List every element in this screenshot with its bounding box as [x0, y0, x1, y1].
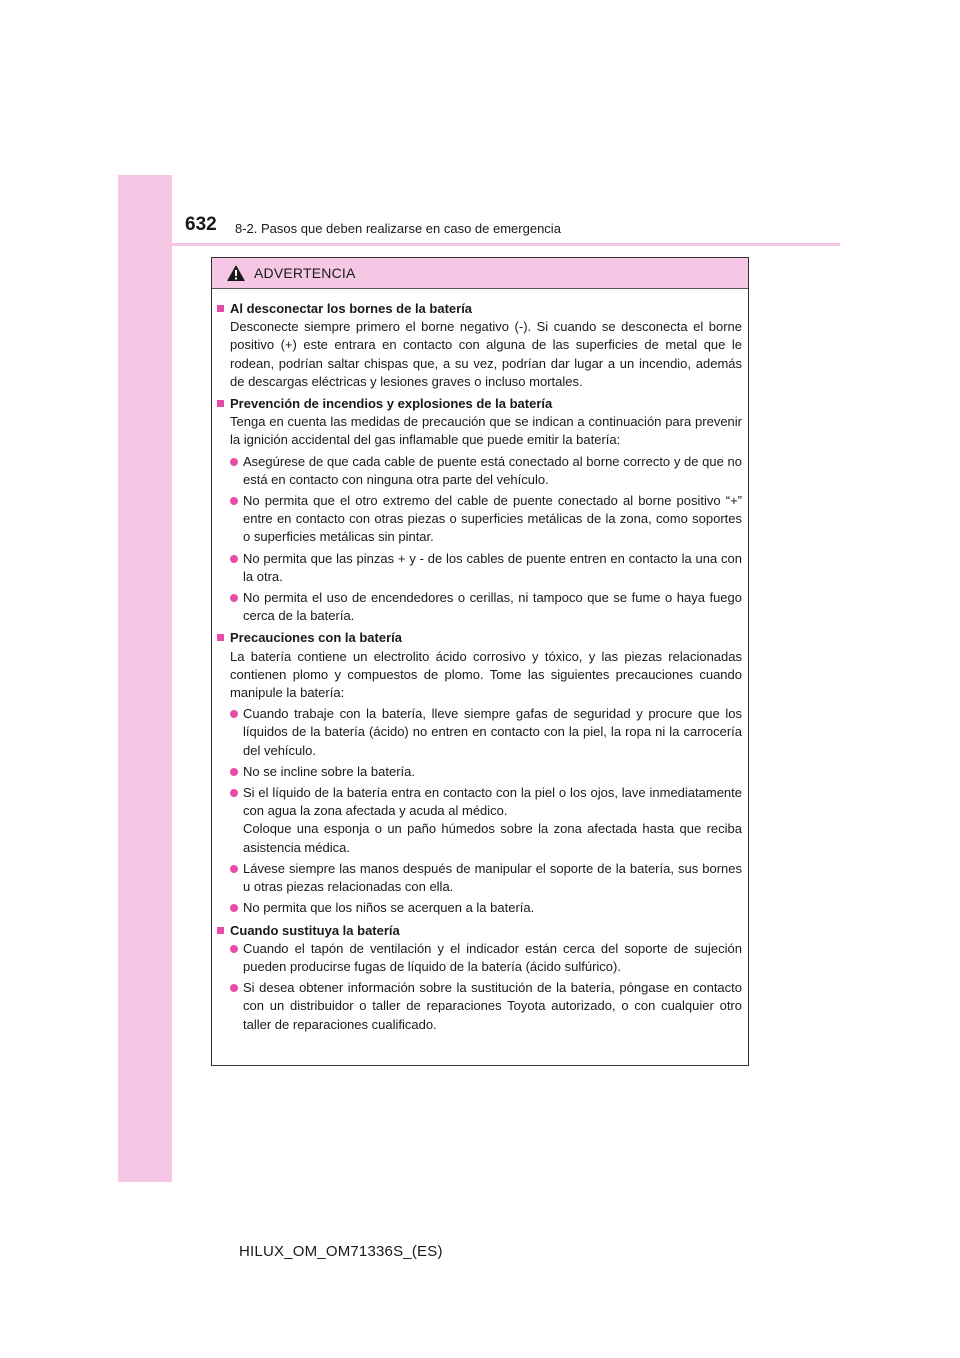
bullet-item [230, 784, 742, 857]
round-bullet-icon [230, 984, 238, 992]
bullet-text: Lávese siempre las manos después de manipular el soporte de la batería, sus bornes u otras piezas relacionadas con ella. [243, 860, 742, 895]
section-title: 8-2. Pasos que deben realizarse en caso de emergencia [235, 221, 561, 236]
square-bullet-icon [217, 305, 224, 312]
section-heading [217, 922, 742, 940]
bullet-text: No permita el uso de encendedores o cerillas, ni tampoco que se fume o haya fuego cerca de la batería. [243, 590, 742, 624]
bullet-item [230, 860, 742, 896]
bullet-item [230, 705, 742, 760]
page-number: 632 [185, 214, 217, 235]
side-color-band [118, 175, 172, 1182]
square-bullet-icon [217, 927, 224, 934]
round-bullet-icon [230, 768, 238, 776]
manual-code: HILUX_OM_OM71336S_(ES) [239, 1243, 443, 1260]
round-bullet-icon [230, 594, 238, 602]
warning-body [212, 289, 748, 1034]
bullet-item [230, 763, 742, 781]
round-bullet-icon [230, 497, 238, 505]
header-divider [172, 243, 840, 246]
section-heading [217, 300, 742, 318]
bullet-text: No permita que las pinzas + y - de los cables de puente entren en contacto la una con la otra. [243, 550, 742, 584]
section-heading [217, 395, 742, 413]
section-paragraph: La batería contiene un electrolito ácido corrosivo y tóxico, y las piezas relacionadas contienen plomo y compuestos de plomo. Tome las siguientes precauciones cuando manipule la batería: [230, 648, 742, 701]
bullet-item [230, 940, 742, 976]
section-heading [217, 629, 742, 647]
warning-section [217, 922, 742, 1034]
round-bullet-icon [230, 789, 238, 797]
bullet-item [230, 453, 742, 489]
section-heading-text: Al desconectar los bornes de la batería [230, 301, 473, 316]
square-bullet-icon [217, 634, 224, 641]
warning-section [217, 629, 742, 917]
section-heading-text: Precauciones con la batería [230, 630, 402, 646]
section-heading-text: Prevención de incendios y explosiones de la batería [230, 396, 553, 412]
bullet-text: Cuando trabaje con la batería, lleve siempre gafas de seguridad y procure que los líquidos de la batería (ácido) no entren en contacto con la piel, la ropa ni la carrocería del vehículo. [243, 706, 742, 758]
round-bullet-icon [230, 458, 238, 466]
warning-section [217, 300, 742, 391]
round-bullet-icon [230, 904, 238, 912]
bullet-text: Cuando el tapón de ventilación y el indicador están cerca del soporte de sujeción pueden producirse fugas de líquido de la batería (ácido sulfúrico). [243, 940, 742, 974]
section-paragraph: Desconecte siempre primero el borne negativo (-). Si cuando se desconecta el borne positivo (+) este entrara en contacto con alguna de las superficies de metal que le rodean, podrían saltar chispas que, a su vez, podrían dar lugar a un incendio, además de descargas eléctricas y lesiones graves o incluso mortales. [230, 319, 742, 389]
warning-triangle-icon [226, 264, 246, 282]
round-bullet-icon [230, 865, 238, 873]
bullet-item [230, 492, 742, 547]
bullet-text: No permita que el otro extremo del cable de puente conectado al borne positivo “+” entre en contacto con otras piezas o superficies metálicas de la zona, como soportes o superficies metálicas sin pintar. [243, 493, 742, 545]
round-bullet-icon [230, 555, 238, 563]
bullet-text: Asegúrese de que cada cable de puente está conectado al borne correcto y de que no está en contacto con ninguna otra parte del vehículo. [243, 453, 742, 487]
section-paragraph: Tenga en cuenta las medidas de precaución que se indican a continuación para prevenir la ignición accidental del gas inflamable que puede emitir la batería: [230, 414, 742, 448]
bullet-item [230, 550, 742, 586]
warning-title: ADVERTENCIA [254, 265, 356, 281]
square-bullet-icon [217, 400, 224, 407]
bullet-text: Si desea obtener información sobre la sustitución de la batería, póngase en contacto con un distribuidor o taller de reparaciones Toyota autorizado, o con cualquier otro taller de reparaciones cualificado. [243, 980, 742, 1032]
round-bullet-icon [230, 945, 238, 953]
bullet-item [230, 589, 742, 625]
section-heading-text: Cuando sustituya la batería [230, 922, 400, 938]
warning-section [217, 395, 742, 625]
warning-header [212, 258, 748, 289]
bullet-text: No permita que los niños se acerquen a la batería. [243, 900, 535, 916]
bullet-item [230, 899, 742, 917]
bullet-text: Si el líquido de la batería entra en contacto con la piel o los ojos, lave inmediatamente con agua la zona afectada y acuda al médico. Coloque una esponja o un paño húmedos sobre la zona afectada hasta que reciba asistencia médica. [243, 785, 742, 855]
bullet-text: No se incline sobre la batería. [243, 763, 415, 779]
bullet-item [230, 979, 742, 1034]
warning-box [211, 257, 749, 1066]
round-bullet-icon [230, 710, 238, 718]
